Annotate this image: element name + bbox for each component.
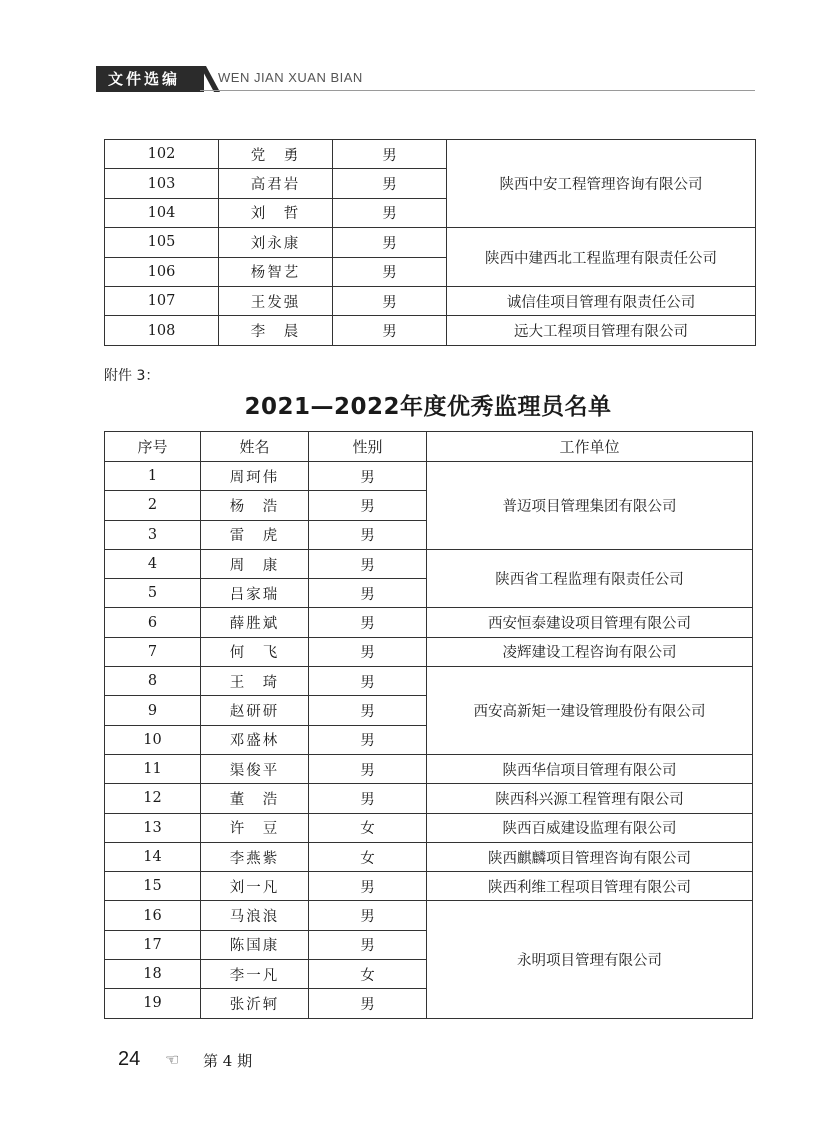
gender: 男 xyxy=(309,696,427,725)
table-row xyxy=(105,754,753,783)
row-number: 18 xyxy=(105,960,201,989)
work-unit: 远大工程项目管理有限公司 xyxy=(447,316,756,345)
gender: 男 xyxy=(309,725,427,754)
table-row xyxy=(105,667,753,696)
gender: 男 xyxy=(309,608,427,637)
row-number: 9 xyxy=(105,696,201,725)
header-number: 序号 xyxy=(105,432,201,462)
work-unit: 陕西麒麟项目管理咨询有限公司 xyxy=(427,842,753,871)
person-name: 吕家瑞 xyxy=(201,579,309,608)
row-number: 1 xyxy=(105,462,201,491)
person-name: 陈国康 xyxy=(201,930,309,959)
attachment-label: 附件 3： xyxy=(104,368,160,384)
table-row xyxy=(105,637,753,666)
gender: 女 xyxy=(309,842,427,871)
gender: 男 xyxy=(333,257,447,286)
section-subtitle: WEN JIAN XUAN BIAN xyxy=(218,70,363,85)
supervisor-list-table xyxy=(104,431,753,1019)
work-unit: 陕西省工程监理有限责任公司 xyxy=(427,549,753,608)
gender: 男 xyxy=(309,637,427,666)
gender: 男 xyxy=(309,754,427,783)
list-title: 2021—2022年度优秀监理员名单 xyxy=(244,394,612,420)
gender: 男 xyxy=(309,520,427,549)
person-name: 赵研研 xyxy=(201,696,309,725)
row-number: 2 xyxy=(105,491,201,520)
table-row xyxy=(105,462,753,491)
work-unit: 陕西利维工程项目管理有限公司 xyxy=(427,872,753,901)
table-row xyxy=(105,549,753,578)
person-name: 何 飞 xyxy=(201,637,309,666)
row-number: 105 xyxy=(105,228,219,257)
row-number: 16 xyxy=(105,901,201,930)
row-number: 6 xyxy=(105,608,201,637)
person-name: 刘一凡 xyxy=(201,872,309,901)
work-unit: 陕西百威建设监理有限公司 xyxy=(427,813,753,842)
gender: 男 xyxy=(309,901,427,930)
header-unit: 工作单位 xyxy=(427,432,753,462)
work-unit: 陕西中建西北工程监理有限责任公司 xyxy=(447,228,756,287)
table-row xyxy=(105,842,753,871)
person-name: 李燕紫 xyxy=(201,842,309,871)
table-row xyxy=(105,228,756,257)
person-name: 渠俊平 xyxy=(201,754,309,783)
table-row xyxy=(105,901,753,930)
gender: 男 xyxy=(309,491,427,520)
row-number: 3 xyxy=(105,520,201,549)
table-header-row xyxy=(105,432,753,462)
row-number: 19 xyxy=(105,989,201,1018)
person-name: 雷 虎 xyxy=(201,520,309,549)
person-name: 党 勇 xyxy=(219,140,333,169)
gender: 男 xyxy=(333,140,447,169)
table-row xyxy=(105,608,753,637)
person-name: 高君岩 xyxy=(219,169,333,198)
work-unit: 陕西科兴源工程管理有限公司 xyxy=(427,784,753,813)
person-name: 邓盛林 xyxy=(201,725,309,754)
person-name: 周 康 xyxy=(201,549,309,578)
person-name: 王 琦 xyxy=(201,667,309,696)
person-name: 李 晨 xyxy=(219,316,333,345)
table-row xyxy=(105,286,756,315)
section-tab: 文件选编 xyxy=(96,66,204,92)
table-row xyxy=(105,813,753,842)
row-number: 103 xyxy=(105,169,219,198)
person-name: 许 豆 xyxy=(201,813,309,842)
work-unit: 永明项目管理有限公司 xyxy=(427,901,753,1018)
person-name: 王发强 xyxy=(219,286,333,315)
row-number: 12 xyxy=(105,784,201,813)
person-name: 刘永康 xyxy=(219,228,333,257)
work-unit: 西安恒泰建设项目管理有限公司 xyxy=(427,608,753,637)
row-number: 107 xyxy=(105,286,219,315)
gender: 男 xyxy=(309,784,427,813)
row-number: 11 xyxy=(105,754,201,783)
work-unit: 凌辉建设工程咨询有限公司 xyxy=(427,637,753,666)
row-number: 13 xyxy=(105,813,201,842)
header-gender: 性别 xyxy=(309,432,427,462)
row-number: 10 xyxy=(105,725,201,754)
person-name: 杨 浩 xyxy=(201,491,309,520)
person-name: 周珂伟 xyxy=(201,462,309,491)
row-number: 7 xyxy=(105,637,201,666)
row-number: 102 xyxy=(105,140,219,169)
header-slant-decoration xyxy=(200,66,220,92)
table-row xyxy=(105,784,753,813)
work-unit: 普迈项目管理集团有限公司 xyxy=(427,462,753,550)
gender: 男 xyxy=(333,198,447,227)
work-unit: 西安高新矩一建设管理股份有限公司 xyxy=(427,667,753,755)
gender: 女 xyxy=(309,813,427,842)
row-number: 106 xyxy=(105,257,219,286)
person-name: 张沂轲 xyxy=(201,989,309,1018)
person-name: 马浪浪 xyxy=(201,901,309,930)
gender: 男 xyxy=(309,579,427,608)
gender: 男 xyxy=(333,286,447,315)
header-name: 姓名 xyxy=(201,432,309,462)
pointing-hand-icon: ☜ xyxy=(165,1050,180,1069)
row-number: 104 xyxy=(105,198,219,227)
person-name: 薛胜斌 xyxy=(201,608,309,637)
row-number: 4 xyxy=(105,549,201,578)
gender: 男 xyxy=(333,169,447,198)
gender: 男 xyxy=(309,462,427,491)
row-number: 5 xyxy=(105,579,201,608)
row-number: 15 xyxy=(105,872,201,901)
row-number: 14 xyxy=(105,842,201,871)
gender: 男 xyxy=(333,228,447,257)
person-name: 刘 哲 xyxy=(219,198,333,227)
gender: 男 xyxy=(309,549,427,578)
work-unit: 陕西华信项目管理有限公司 xyxy=(427,754,753,783)
continued-table xyxy=(104,139,756,346)
person-name: 杨智艺 xyxy=(219,257,333,286)
person-name: 李一凡 xyxy=(201,960,309,989)
work-unit: 陕西中安工程管理咨询有限公司 xyxy=(447,140,756,228)
gender: 男 xyxy=(309,667,427,696)
table-row xyxy=(105,316,756,345)
gender: 男 xyxy=(309,930,427,959)
person-name: 董 浩 xyxy=(201,784,309,813)
row-number: 8 xyxy=(105,667,201,696)
page-number: 24 xyxy=(118,1048,141,1070)
row-number: 17 xyxy=(105,930,201,959)
table-row xyxy=(105,140,756,169)
header-rule xyxy=(200,90,755,91)
work-unit: 诚信佳项目管理有限责任公司 xyxy=(447,286,756,315)
gender: 男 xyxy=(309,989,427,1018)
gender: 女 xyxy=(309,960,427,989)
page-header xyxy=(0,0,839,110)
row-number: 108 xyxy=(105,316,219,345)
gender: 男 xyxy=(333,316,447,345)
table-row xyxy=(105,872,753,901)
gender: 男 xyxy=(309,872,427,901)
issue-number: 第 4 期 xyxy=(203,1052,253,1070)
